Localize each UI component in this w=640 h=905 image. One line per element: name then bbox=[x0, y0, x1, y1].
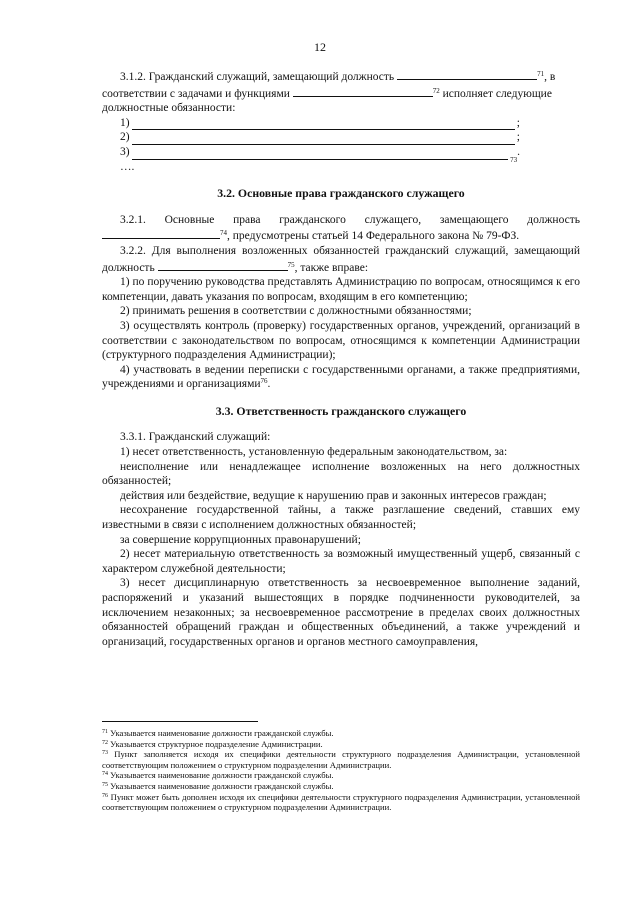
right-item-2: 2) принимать решения в соответствии с должностными обязанностями; bbox=[120, 305, 472, 318]
footnotes bbox=[102, 728, 580, 813]
clause-3-2-2: 3.2.2. Для выполнения возложенных обязанностей гражданский служащий, замещающий должность $^{75}$, также вправе: bbox=[102, 244, 580, 274]
document-body bbox=[102, 68, 580, 649]
page-number: 12 bbox=[314, 40, 326, 54]
footnote-ref-76[interactable]: 76 bbox=[260, 377, 268, 386]
footnote-72: $^{72}$ Указывается структурное подразделение Администрации. bbox=[102, 738, 323, 749]
footnote-74: $^{74}$ Указывается наименование должности гражданской службы. bbox=[102, 770, 334, 781]
footnote-ref-74[interactable]: 74 bbox=[220, 229, 227, 238]
clause-3-2-1: 3.2.1. Основные права гражданского служащего, замещающего должность $^{74}$, предусмотрены статьей 14 Федерального закона № 79-ФЗ. bbox=[102, 213, 580, 244]
ellipsis: …. bbox=[120, 160, 135, 173]
duty-item-1: 1) ; bbox=[120, 116, 520, 129]
blank-position-field-2[interactable] bbox=[102, 227, 220, 239]
right-item-3: 3) осуществлять контроль (проверку) государственных органов, учреждений, организаций в соответствии с законодательством по вопросам, относящимся к компетенции Администрации (структурного подразделения Администрации); bbox=[102, 319, 580, 362]
liability-item-3: 3) несет дисциплинарную ответственность за несвоевременное выполнение заданий, распоряжений и указаний вышестоящих в порядке подчиненности руководителей, за исключением незаконных; за несвоевременное рассмотрение в пределах своих должностных обязанностей обращений граждан и общественных объединений, а также учреждений и организаций, государственных органов и органов местного самоуправления, bbox=[102, 577, 580, 648]
liability-item-1: 1) несет ответственность, установленную федеральным законодательством, за: bbox=[120, 446, 508, 459]
blank-position-field-3[interactable] bbox=[158, 259, 288, 271]
footnote-71: $^{71}$ Указывается наименование должности гражданской службы. bbox=[102, 728, 334, 738]
right-item-1: 1) по поручению руководства представлять Администрацию по вопросам, относящимся к его компетенции, давать указания по вопросам, входящим в его компетенцию; bbox=[102, 276, 580, 303]
footnote-ref-71[interactable]: 71 bbox=[537, 70, 545, 78]
liability-item-1a: неисполнение или ненадлежащее исполнение возложенных на него должностных обязанностей; bbox=[102, 460, 580, 488]
blank-position-field[interactable] bbox=[397, 68, 537, 80]
blank-duty-3[interactable] bbox=[132, 148, 509, 160]
right-item-4: 4) участвовать в ведении переписки с государственными органами, а также предприятиями, учреждениями и организациями$^{76}$. bbox=[102, 363, 580, 391]
clause-3-1-2-line3: должностные обязанности: bbox=[102, 102, 236, 115]
footnote-76: $^{76}$ Пункт может быть дополнен исходя их специфики деятельности структурного подразделения Администрации, установленной соответствующим положением о структурном подразделении Администрации. bbox=[102, 791, 581, 813]
footnote-ref-72[interactable]: 72 bbox=[432, 86, 440, 95]
footnote-separator bbox=[102, 721, 258, 722]
liability-item-1d: за совершение коррупционных правонарушений; bbox=[120, 533, 361, 546]
liability-item-2: 2) несет материальную ответственность за возможный имущественный ущерб, связанный с характером служебной деятельности; bbox=[102, 548, 580, 575]
clause-3-1-2: 3.1.2. Гражданский служащий, замещающий должность $^{71}$, в bbox=[120, 70, 556, 83]
clause-3-1-2-line2: соответствии с задачами и функциями $^{72}$ исполняет следующие bbox=[102, 86, 552, 100]
blank-duty-2[interactable] bbox=[132, 133, 515, 145]
blank-duty-1[interactable] bbox=[132, 118, 515, 130]
footnote-ref-75[interactable]: 75 bbox=[287, 260, 295, 269]
heading-3-2: 3.2. Основные права гражданского служащего bbox=[217, 186, 465, 201]
liability-item-1c: несохранение государственной тайны, а также разглашение сведений, ставших ему известными в связи с исполнением должностных обязанностей; bbox=[102, 504, 580, 532]
blank-department-field[interactable] bbox=[293, 85, 433, 97]
heading-3-3: 3.3. Ответственность гражданского служащего bbox=[215, 403, 467, 418]
footnote-75: $^{75}$ Указывается наименование должности гражданской службы. bbox=[102, 780, 334, 791]
clause-3-3-1: 3.3.1. Гражданский служащий: bbox=[120, 431, 271, 444]
duty-item-3: 3) 73 . bbox=[120, 145, 520, 164]
duty-item-2: 2) ; bbox=[120, 131, 520, 144]
footnote-73: $^{73}$ Пункт заполняется исходя их специфики деятельности структурного подразделения Администрации, установленной соответствующим положением о структурном подразделении Администрации. bbox=[102, 749, 581, 770]
liability-item-1b: действия или бездействие, ведущие к нарушению прав и законных интересов граждан; bbox=[120, 489, 547, 502]
